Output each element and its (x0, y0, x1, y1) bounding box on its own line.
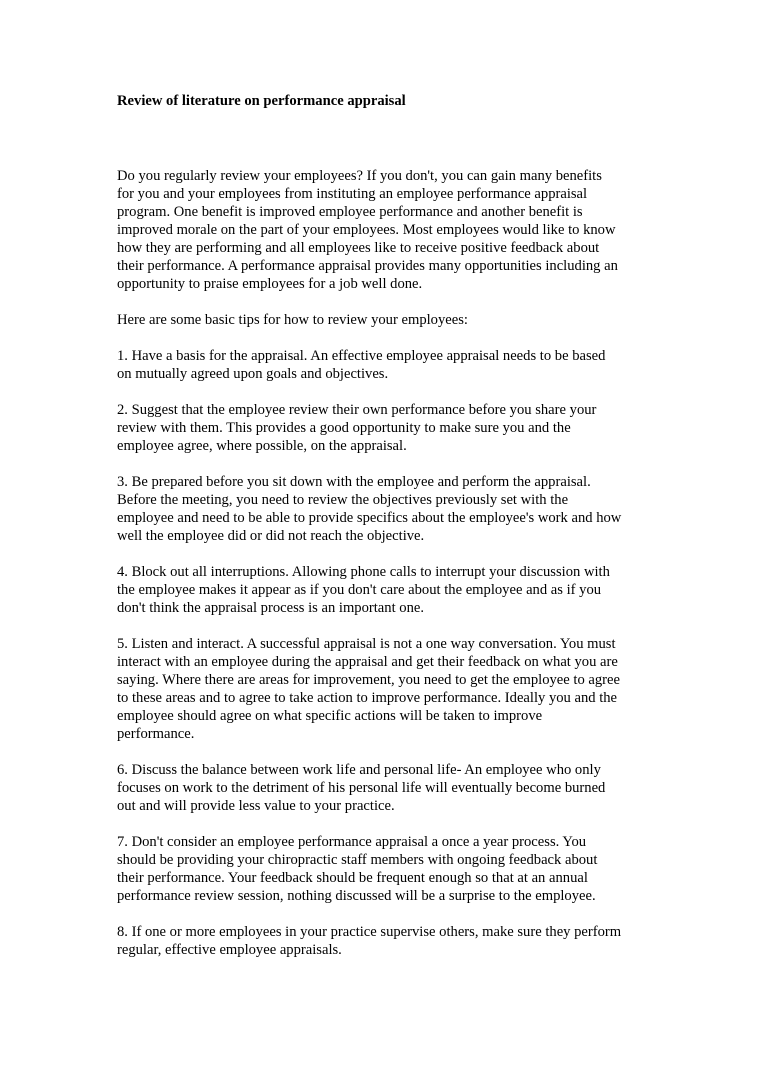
paragraph-line: 1. Have a basis for the appraisal. An effective employee appraisal needs to be based (117, 348, 606, 364)
paragraph-line: 4. Block out all interruptions. Allowing phone calls to interrupt your discussion with (117, 564, 610, 580)
paragraph-line: 5. Listen and interact. A successful appraisal is not a one way conversation. You must (117, 636, 616, 652)
tip-3-paragraph (117, 473, 657, 545)
paragraph-line: saying. Where there are areas for improvement, you need to get the employee to agree (117, 672, 620, 688)
paragraph-line: 3. Be prepared before you sit down with the employee and perform the appraisal. (117, 474, 591, 490)
tip-8-paragraph (117, 923, 657, 959)
paragraph-line: opportunity to praise employees for a job well done. (117, 276, 423, 292)
paragraph-line: review with them. This provides a good opportunity to make sure you and the (117, 420, 571, 436)
paragraph-line: the employee makes it appear as if you don't care about the employee and as if you (117, 582, 602, 598)
paragraph-line: on mutually agreed upon goals and objectives. (117, 366, 389, 382)
tip-7-paragraph (117, 833, 657, 905)
paragraph-line: improved morale on the part of your employees. Most employees would like to know (117, 222, 616, 238)
paragraph-line: their performance. Your feedback should be frequent enough so that at an annual (117, 870, 588, 886)
paragraph-line: well the employee did or did not reach the objective. (117, 528, 425, 544)
paragraph-line: 7. Don't consider an employee performance appraisal a once a year process. You (117, 834, 587, 850)
tips-intro-paragraph (117, 311, 657, 329)
paragraph-line: interact with an employee during the appraisal and get their feedback on what you are (117, 654, 618, 670)
tip-6-paragraph (117, 761, 657, 815)
paragraph-line: 6. Discuss the balance between work life and personal life- An employee who only (117, 762, 601, 778)
paragraph-line: performance. (117, 726, 195, 742)
document-title: Review of literature on performance appraisal (117, 93, 406, 109)
paragraph-line: focuses on work to the detriment of his personal life will eventually become burned (117, 780, 606, 796)
paragraph-line: Before the meeting, you need to review the objectives previously set with the (117, 492, 569, 508)
document-page (117, 92, 657, 977)
paragraph-line: 8. If one or more employees in your practice supervise others, make sure they perform (117, 924, 622, 940)
paragraph-line: employee and need to be able to provide specifics about the employee's work and how (117, 510, 622, 526)
paragraph-line: 2. Suggest that the employee review their own performance before you share your (117, 402, 597, 418)
paragraph-line: their performance. A performance appraisal provides many opportunities including an (117, 258, 618, 274)
paragraph-line: employee should agree on what specific actions will be taken to improve (117, 708, 543, 724)
paragraph-line: employee agree, where possible, on the appraisal. (117, 438, 407, 454)
paragraph-line: performance review session, nothing discussed will be a surprise to the employee. (117, 888, 596, 904)
paragraph-line: out and will provide less value to your practice. (117, 798, 395, 814)
tip-4-paragraph (117, 563, 657, 617)
paragraph-line: should be providing your chiropractic staff members with ongoing feedback about (117, 852, 598, 868)
paragraph-line: don't think the appraisal process is an important one. (117, 600, 425, 616)
paragraph-line: for you and your employees from instituting an employee performance appraisal (117, 186, 588, 202)
paragraph-line: regular, effective employee appraisals. (117, 942, 342, 958)
tip-1-paragraph (117, 347, 657, 383)
paragraph-line: to these areas and to agree to take action to improve performance. Ideally you and the (117, 690, 618, 706)
tip-2-paragraph (117, 401, 657, 455)
tip-5-paragraph (117, 635, 657, 743)
paragraph-line: program. One benefit is improved employee performance and another benefit is (117, 204, 583, 220)
paragraph-line: how they are performing and all employees like to receive positive feedback about (117, 240, 600, 256)
paragraph-line: Do you regularly review your employees? If you don't, you can gain many benefits (117, 168, 602, 184)
paragraph-line: Here are some basic tips for how to review your employees: (117, 312, 468, 328)
intro-paragraph (117, 167, 657, 293)
